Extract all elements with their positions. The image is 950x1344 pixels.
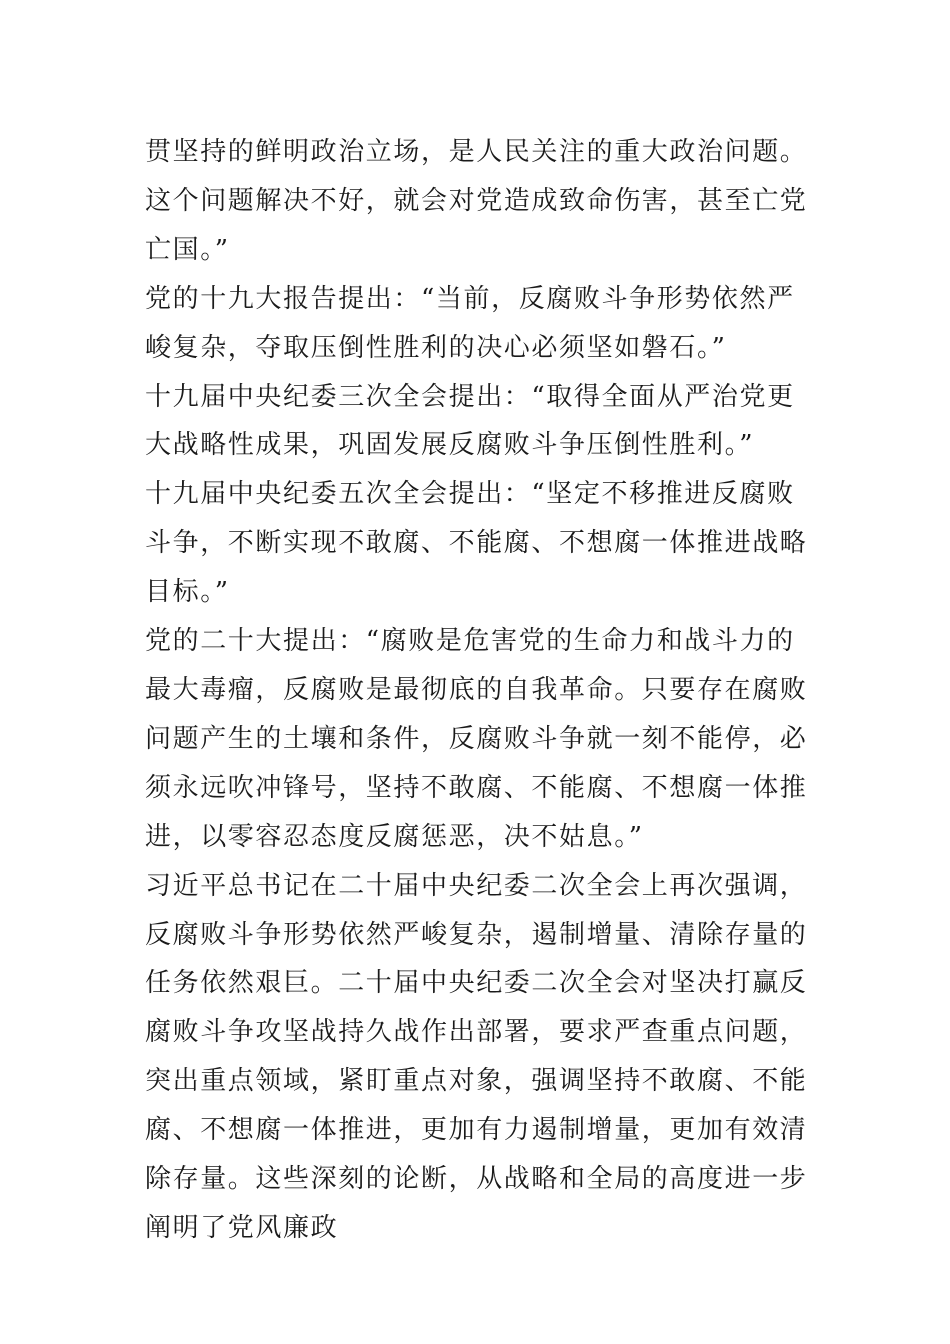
paragraph-twentieth-congress: 党的二十大提出：“腐败是危害党的生命力和战斗力的最大毒瘤，反腐败是最彻底的自我革命。只要存在腐败问题产生的土壤和条件，反腐败斗争就一刻不能停，必须永远吹冲锋号，坚持不敢腐、不能腐、不想腐一体推进，以零容忍态度反腐惩恶，决不姑息。” [145, 626, 808, 852]
document-body [145, 128, 810, 1253]
paragraph-fifth-plenary: 十九届中央纪委五次全会提出：“坚定不移推进反腐败斗争，不断实现不敢腐、不能腐、不想腐一体推进战略目标。” [145, 479, 808, 608]
paragraph-nineteenth-congress: 党的十九大报告提出：“当前，反腐败斗争形势依然严峻复杂，夺取压倒性胜利的决心必须坚如磐石。” [145, 283, 795, 363]
paragraph-third-plenary: 十九届中央纪委三次全会提出：“取得全面从严治党更大战略性成果，巩固发展反腐败斗争压倒性胜利。” [145, 381, 795, 461]
paragraph-continuation: 贯坚持的鲜明政治立场，是人民关注的重大政治问题。这个问题解决不好，就会对党造成致命伤害，甚至亡党亡国。” [145, 137, 808, 265]
paragraph-general-secretary: 习近平总书记在二十届中央纪委二次全会上再次强调，反腐败斗争形势依然严峻复杂，遏制增量、清除存量的任务依然艰巨。二十届中央纪委二次全会对坚决打赢反腐败斗争攻坚战持久战作出部署，要求严查重点问题，突出重点领域，紧盯重点对象，强调坚持不敢腐、不能腐、不想腐一体推进，更加有力遏制增量，更加有效清除存量。这些深刻的论断，从战略和全局的高度进一步阐明了党风廉政 [145, 870, 808, 1243]
